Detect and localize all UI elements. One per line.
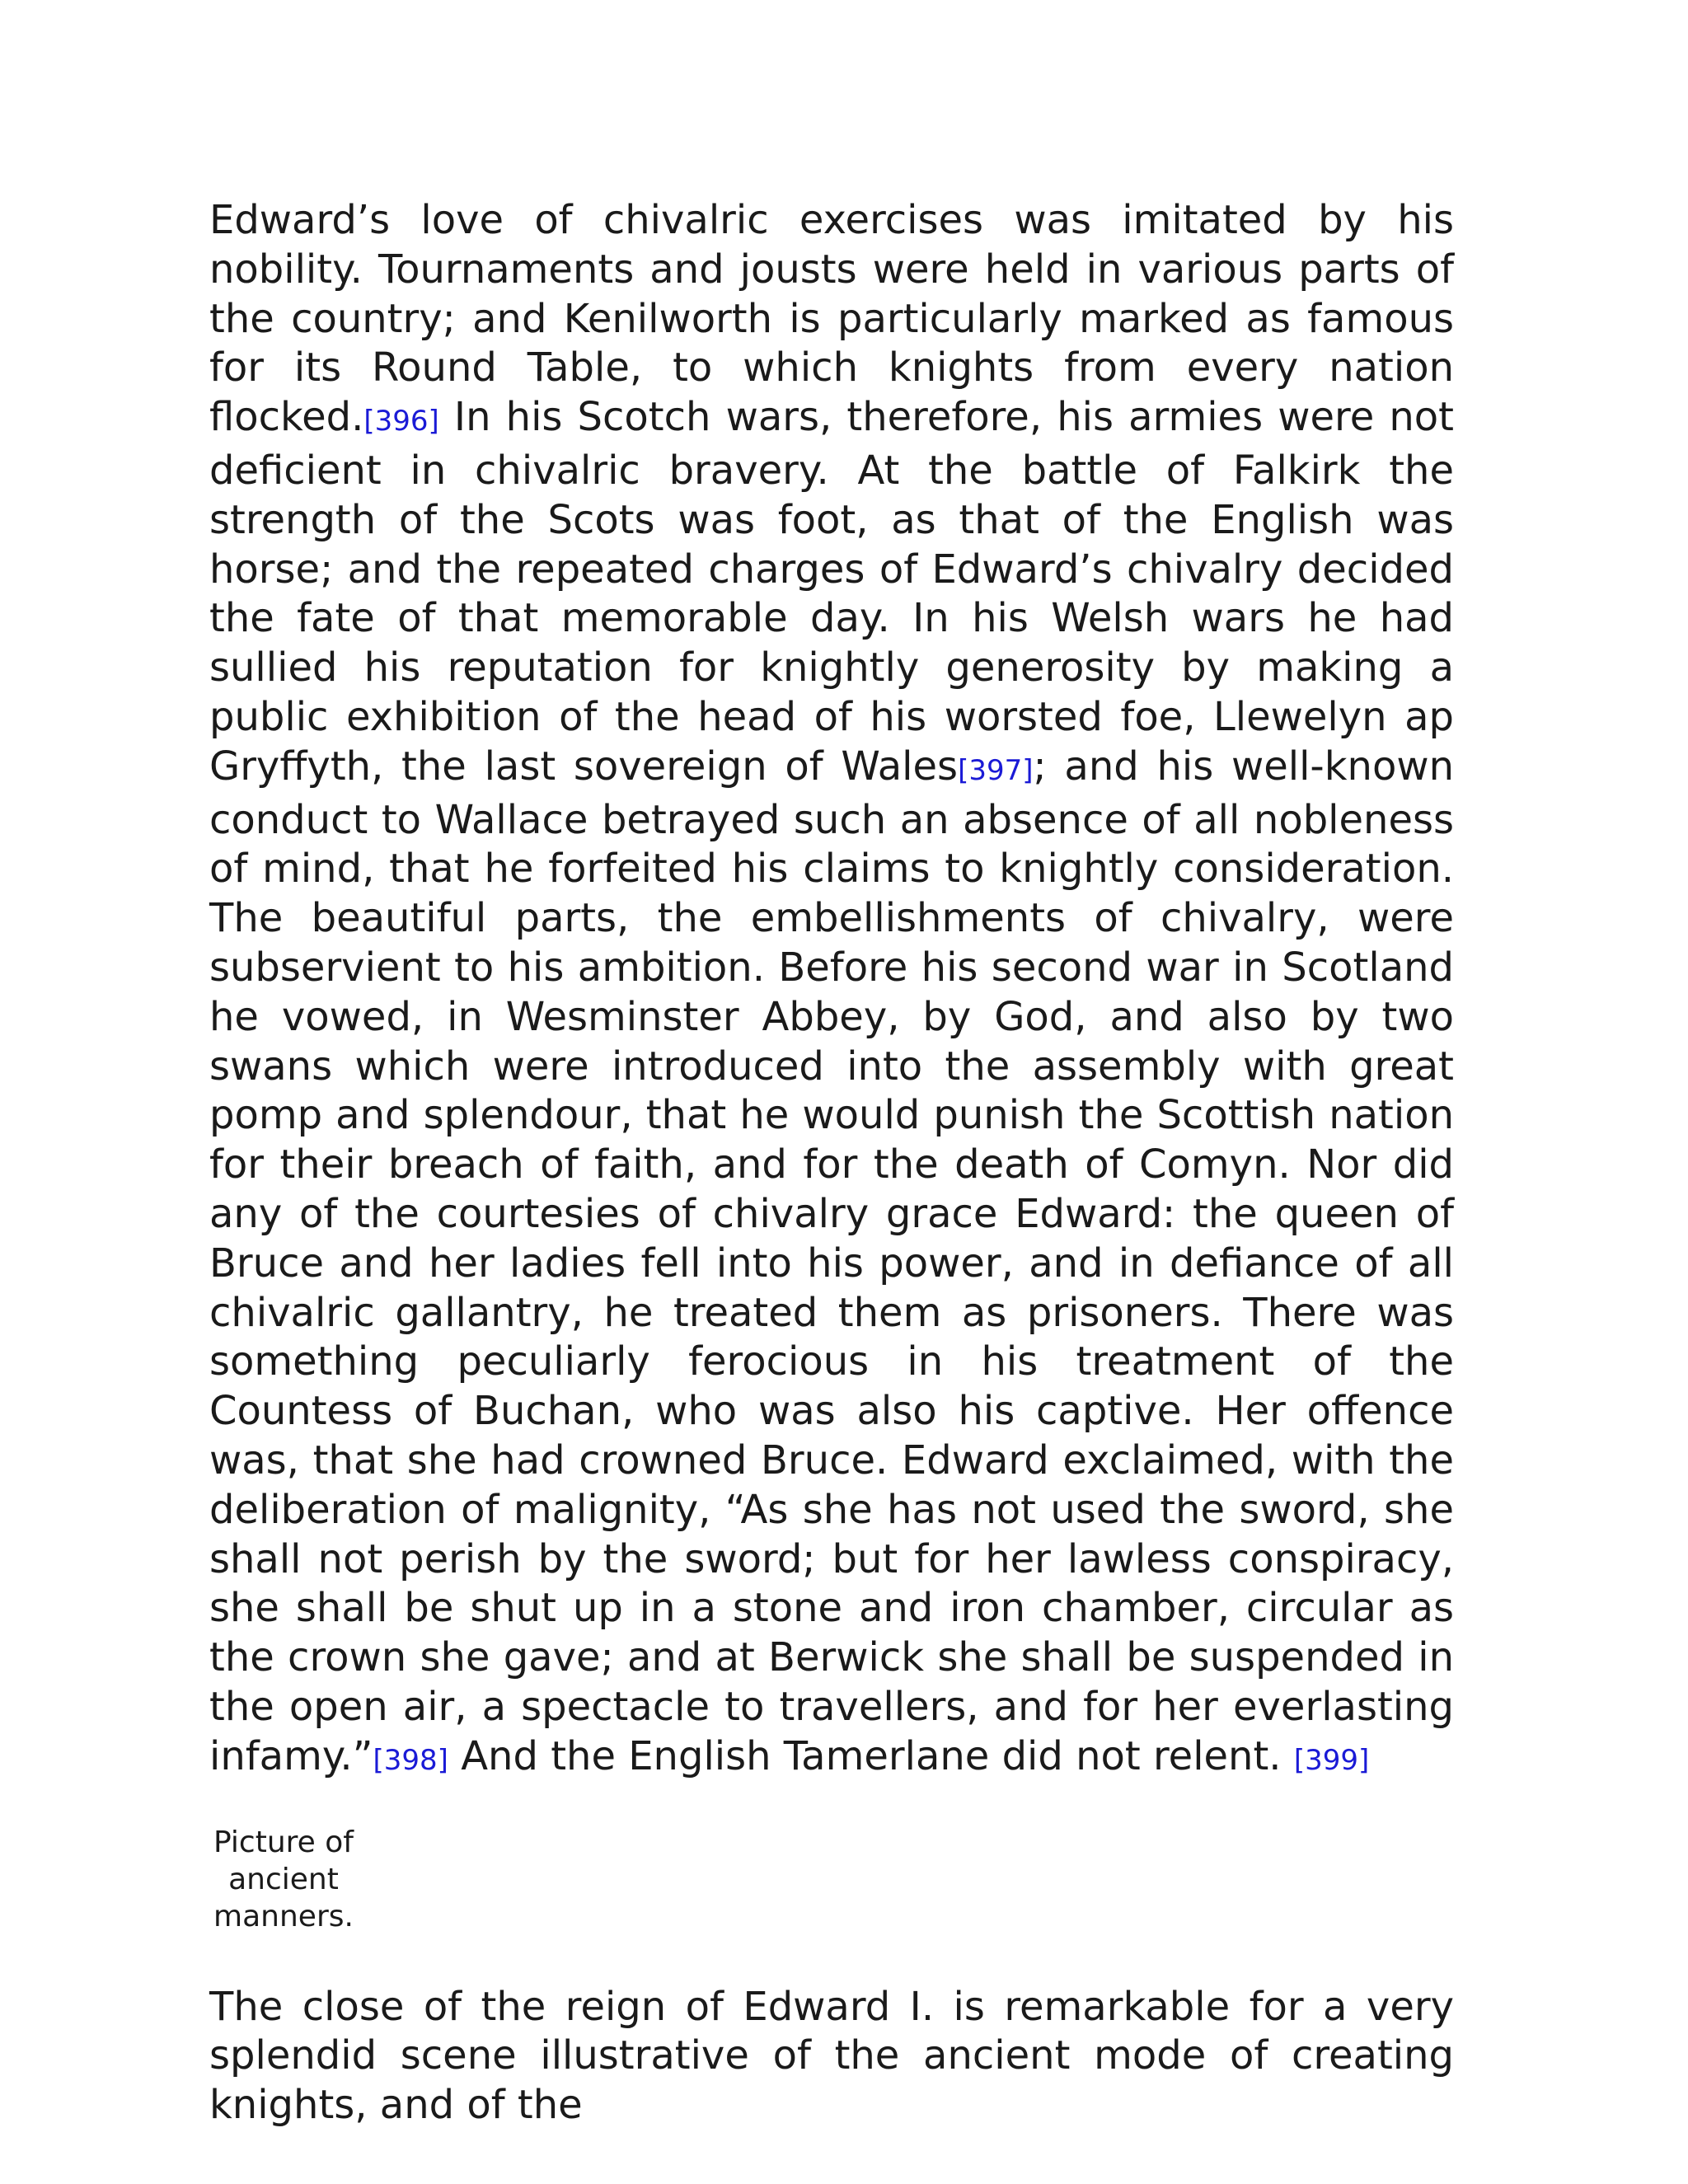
paragraph-text: Edward’s love of chivalric exercises was imitated by his nobility. Tournaments and jousts were held in various parts of the country; and Kenilworth is particularly marked as famous for its Round Table, to which knights from every nation flocked. [209, 197, 1454, 441]
sidenote-line: Picture of [213, 1825, 354, 1859]
paragraph-edward-close-of-reign: The close of the reign of Edward I. is remarkable for a very splendid scene illustrative of the ancient mode of creating knights, and of the [209, 1983, 1454, 2129]
footnote-link-399[interactable]: [399] [1293, 1743, 1370, 1777]
paragraph-text: And the English Tamerlane did not relent. [448, 1732, 1294, 1779]
page-content [209, 196, 1454, 2130]
footnote-link-398[interactable]: [398] [373, 1743, 448, 1777]
footnote-link-397[interactable]: [397] [958, 753, 1034, 787]
paragraph-text: ; and his well-known conduct to Wallace betrayed such an absence of all nobleness of mind, that he forfeited his claims to knightly consideration. The beautiful parts, the embellishments of chivalry, were subservient to his ambition. Before his second war in Scotland he vowed, in Wesminster Abbey, by God, and also by two swans which were introduced into the assembly with great pomp and splendour, that he would punish the Scottish nation for their breach of faith, and for the death of Comyn. Nor did any of the courtesies of chivalry grace Edward: the queen of Bruce and her ladies fell into his power, and in defiance of all chivalric gallantry, he treated them as prisoners. There was something peculiarly ferocious in his treatment of the Countess of Buchan, who was also his captive. Her offence was, that she had crowned Bruce. Edward exclaimed, with the deliberation of malignity, “As she has not used the sword, she shall not perish by the sword; but for her lawless conspiracy, she shall be shut up in a stone and iron chamber, circular as the crown she gave; and at Berwick she shall be suspended in the open air, a spectacle to travellers, and for her everlasting infamy.” [209, 743, 1455, 1779]
paragraph-edward-chivalry [209, 196, 1454, 1786]
sidenote-line: ancient [228, 1862, 339, 1896]
footnote-link-396[interactable]: [396] [363, 405, 439, 438]
paragraph-text: In his Scotch wars, therefore, his armies were not deficient in chivalric bravery. At the battle of Falkirk the strength of the Scots was foot, as that of the English was horse; and the repeated charges of Edward’s chivalry decided the fate of that memorable day. In his Welsh wars he had sullied his reputation for knightly generosity by making a public exhibition of the head of his worsted foe, Llewelyn ap Gryffyth, the last sovereign of Wales [209, 394, 1454, 790]
margin-sidenote [209, 1824, 358, 1935]
sidenote-line: manners. [213, 1899, 354, 1933]
